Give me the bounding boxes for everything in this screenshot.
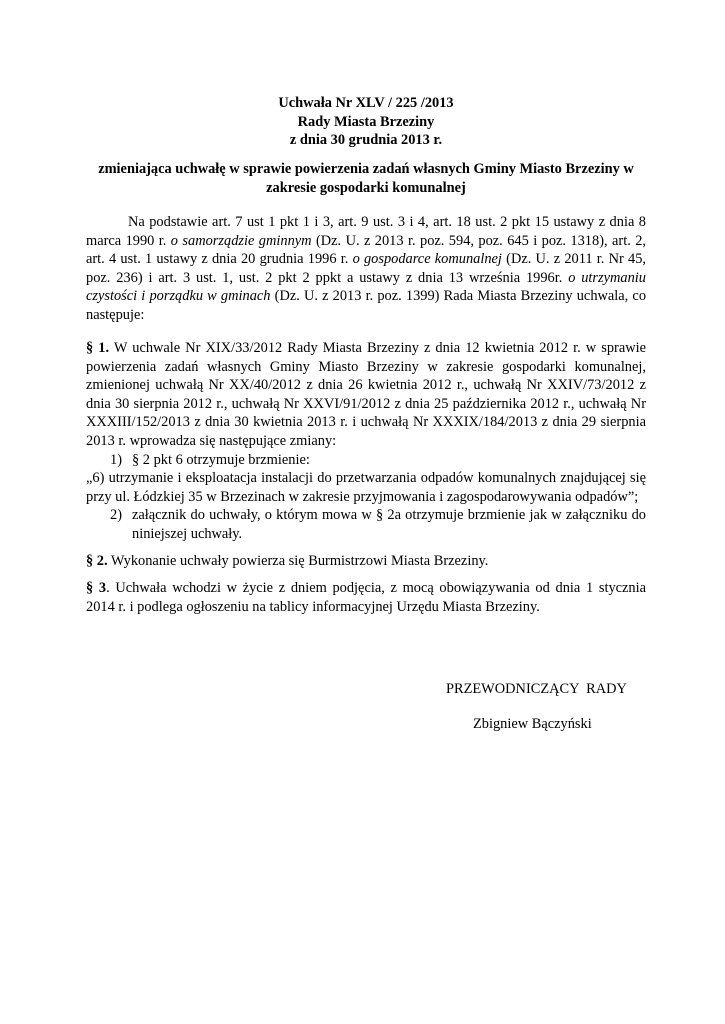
preamble xyxy=(86,213,646,325)
paragraph-3-label: § 3 xyxy=(86,580,107,596)
amendment-quote: „6) utrzymanie i eksploatacja instalacji do przetwarzania odpadów komunalnych znajdującej się przy ul. Łódzkiej 35 w Brzezinach w zakresie przyjmowania i zagospodarowywania odpadów”; xyxy=(86,470,646,505)
council-name: Rady Miasta Brzeziny xyxy=(297,113,435,130)
signature-title: PRZEWODNICZĄCY RADY xyxy=(446,681,627,697)
list-item-number: 2) xyxy=(110,507,122,524)
preamble-text-2: (Dz. U. z 2013 r. poz. 594, poz. 645 i poz. 1318), art. 2, art. 4 ust. 1 ustawy z dnia 20 grudnia 1996 r. xyxy=(86,232,647,268)
act-title-2: o gospodarce komunalnej xyxy=(352,251,502,268)
list-item-text: § 2 pkt 6 otrzymuje brzmienie: xyxy=(132,451,310,468)
list-item-number: 1) xyxy=(110,451,122,468)
paragraph-1 xyxy=(86,339,646,544)
paragraph-2-label: § 2. xyxy=(86,553,108,569)
paragraph-1-text: W uchwale Nr XIX/33/2012 Rady Miasta Brzeziny z dnia 12 kwietnia 2012 r. w sprawie powierzenia zadań własnych Gminy Miasto Brzeziny w zakresie gospodarki komunalnej, zmienionej uchwałą Nr XX/40/2012 z dnia 26 kwietnia 2012 r., uchwałą Nr XXIV/73/2012 z dnia 30 sierpnia 2012 r., uchwałą Nr XXVI/91/2012 z dnia 25 października 2012 r., uchwałą Nr XXXIII/152/2013 z dnia 30 kwietnia 2013 r. i uchwałą Nr XXXIX/184/2013 z dnia 29 sierpnia 2013 r. wprowadza się następujące zmiany: xyxy=(86,340,647,449)
resolution-subject: zmieniająca uchwałę w sprawie powierzenia zadań własnych Gminy Miasto Brzeziny w zakresie gospodarki komunalnej xyxy=(98,161,634,196)
resolution-date: z dnia 30 grudnia 2013 r. xyxy=(289,132,443,149)
paragraph-1-body xyxy=(86,339,646,451)
paragraph-3 xyxy=(86,579,646,616)
preamble-text-4: (Dz. U. z 2013 r. poz. 1399) Rada Miasta Brzeziny uchwala, co następuje: xyxy=(86,288,647,323)
paragraph-2 xyxy=(86,552,646,571)
resolution-number: Uchwała Nr XLV / 225 /2013 xyxy=(278,95,454,111)
list-item-text: załącznik do uchwały, o którym mowa w § 2a otrzymuje brzmienie jak w załączniku do niniejszej uchwały. xyxy=(132,507,646,542)
act-title-3: o utrzymaniu czystości i porządku w gminach xyxy=(86,269,646,305)
signatory-name: Zbigniew Bączyński xyxy=(473,716,592,732)
preamble-text-1: Na podstawie art. 7 ust 1 pkt 1 i 3, art. 9 ust. 3 i 4, art. 18 ust. 2 pkt 15 ustawy z dnia 8 marca 1990 r. xyxy=(86,214,646,249)
paragraph-2-text: Wykonanie uchwały powierza się Burmistrzowi Miasta Brzeziny. xyxy=(107,553,489,569)
act-title-1: o samorządzie gminnym xyxy=(170,232,312,249)
resolution-header xyxy=(86,94,646,150)
list-item xyxy=(86,451,646,470)
preamble-text-3: (Dz. U. z 2011 r. Nr 45, poz. 236) i art. 3 ust. 1, ust. 2 pkt 2 ppkt a ustawy z dnia 13 września 1996r. xyxy=(86,251,646,286)
list-item xyxy=(86,506,646,543)
paragraph-1-label: § 1. xyxy=(86,340,110,356)
paragraph-3-text: . Uchwała wchodzi w życie z dniem podjęcia, z mocą obowiązywania od dnia 1 stycznia 2014 r. i podlega ogłoszeniu na tablicy informacyjnej Urzędu Miasta Brzeziny. xyxy=(86,580,646,615)
